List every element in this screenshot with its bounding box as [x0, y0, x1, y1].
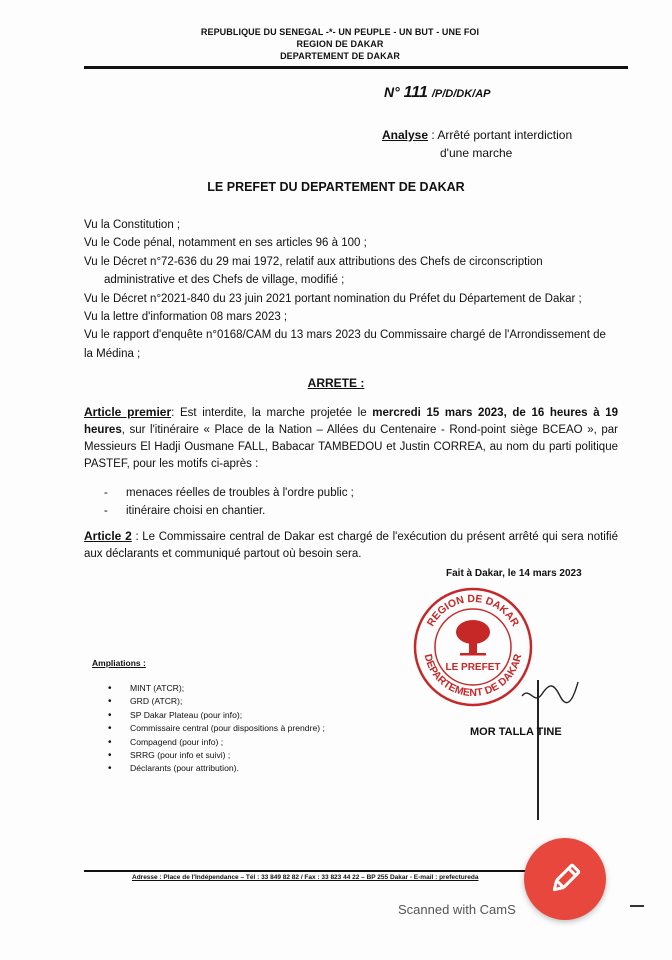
motif-item: - itinéraire choisi en chantier. — [104, 502, 354, 520]
article-1-date: mercredi 15 mars 2023, de 16 heures à 19 heures — [84, 407, 619, 436]
visas-list — [84, 216, 624, 363]
header-rule — [84, 66, 628, 69]
ampliation-item: • Commissaire central (pour dispositions à prendre) ; — [108, 722, 325, 735]
signer-name: MOR TALLA TINE — [470, 726, 562, 738]
ampliations-title: Ampliations : — [92, 658, 146, 668]
article-2 — [84, 528, 618, 563]
article-1-text-cont: , sur l'itinéraire « Place de la Nation – Allées du Centenaire - Rond-point siège BCEAO », par Messieurs El Hadji Ousmane FALL, Babacar TAMBEDOU et Justin CORREA, au nom du parti politique PASTEF, pour les motifs ci-après : — [84, 424, 618, 470]
ampliation-item: • MINT (ATCR); — [108, 682, 325, 695]
edit-fab-button[interactable] — [524, 838, 606, 920]
header-republic: REPUBLIQUE DU SENEGAL -*- UN PEUPLE - UN BUT - UNE FOI — [200, 27, 480, 37]
ampliation-item: • Déclarants (pour attribution). — [108, 762, 325, 775]
stamp-bottom-text: DEPARTEMENT DE DAKAR — [421, 652, 525, 699]
ampliations-list — [108, 682, 325, 776]
signature-line — [537, 680, 539, 820]
stamp-center-text: LE PREFET — [445, 662, 501, 673]
analyse-separator: : — [428, 128, 438, 142]
reference-prefix: N° — [384, 84, 400, 100]
scanner-watermark: Scanned with CamS — [398, 902, 516, 917]
visa-item: Vu la Constitution ; — [84, 219, 181, 231]
article-1-text: : Est interdite, la marche projetée le — [171, 407, 373, 419]
analyse-block — [382, 126, 622, 162]
arrete-heading-text: ARRETE : — [307, 376, 365, 390]
baobab-tree-icon — [456, 620, 490, 656]
visa-item: Vu le Décret n°72-636 du 29 mai 1972, relatif aux attributions des Chefs de circonscription — [84, 255, 543, 268]
arrete-heading — [0, 376, 672, 390]
visa-item: Vu le Décret n°2021-840 du 23 juin 2021 portant nomination du Préfet du Département de Dakar ; — [84, 292, 582, 305]
article-1 — [84, 404, 618, 473]
signature-scribble — [520, 676, 580, 716]
footer-rule — [84, 870, 574, 872]
ampliation-item: • Compagend (pour info) ; — [108, 736, 325, 749]
reference-suffix: /P/D/DK/AP — [431, 88, 491, 100]
header-region: REGION DE DAKAR — [296, 39, 384, 49]
article-1-label: Article premier — [84, 405, 172, 419]
visa-item-continued: la Médina ; — [84, 347, 141, 360]
stamp-top-text: REGION DE DAKAR — [424, 592, 522, 629]
visa-item-continued: administrative et des Chefs de village, modifié ; — [104, 274, 345, 287]
analyse-text-2: d'une marche — [440, 146, 513, 160]
analyse-label: Analyse — [382, 128, 429, 142]
article-2-label: Article 2 — [84, 529, 132, 543]
ampliation-item: • SRRG (pour info et suivi) ; — [108, 749, 325, 762]
analyse-text-1: Arrêté portant interdiction — [437, 128, 573, 142]
reference-value: 111 — [403, 84, 428, 101]
ampliation-item: • SP Dakar Plateau (pour info); — [108, 709, 325, 722]
visa-item: Vu le Code pénal, notamment en ses articles 96 à 100 ; — [84, 237, 367, 250]
visa-item: Vu le rapport d'enquête n°0168/CAM du 13 mars 2023 du Commissaire chargé de l'Arrondissement de — [84, 329, 606, 342]
article-2-text: : Le Commissaire central de Dakar est chargé de l'exécution du présent arrêté qui sera notifié aux déclarants et communiqué partout où besoin sera. — [84, 531, 618, 560]
pencil-icon — [547, 861, 583, 897]
header-department: DEPARTEMENT DE DAKAR — [280, 51, 400, 61]
motifs-list — [104, 484, 354, 520]
visa-item: Vu la lettre d'information 08 mars 2023 ; — [84, 311, 288, 324]
reference-number — [384, 84, 491, 102]
motif-item: - menaces réelles de troubles à l'ordre public ; — [104, 484, 354, 502]
page-dash — [630, 905, 644, 907]
document-title: LE PREFET DU DEPARTEMENT DE DAKAR — [207, 180, 465, 194]
ampliation-item: • GRD (ATCR); — [108, 695, 325, 708]
prefect-stamp — [412, 586, 534, 708]
footer-address: Adresse : Place de l'Indépendance – Tél : 33 849 82 82 / Fax : 33 823 44 22 – BP 255 Dakar - E-mail : prefectureda — [132, 874, 479, 881]
place-date: Fait à Dakar, le 14 mars 2023 — [446, 568, 582, 579]
